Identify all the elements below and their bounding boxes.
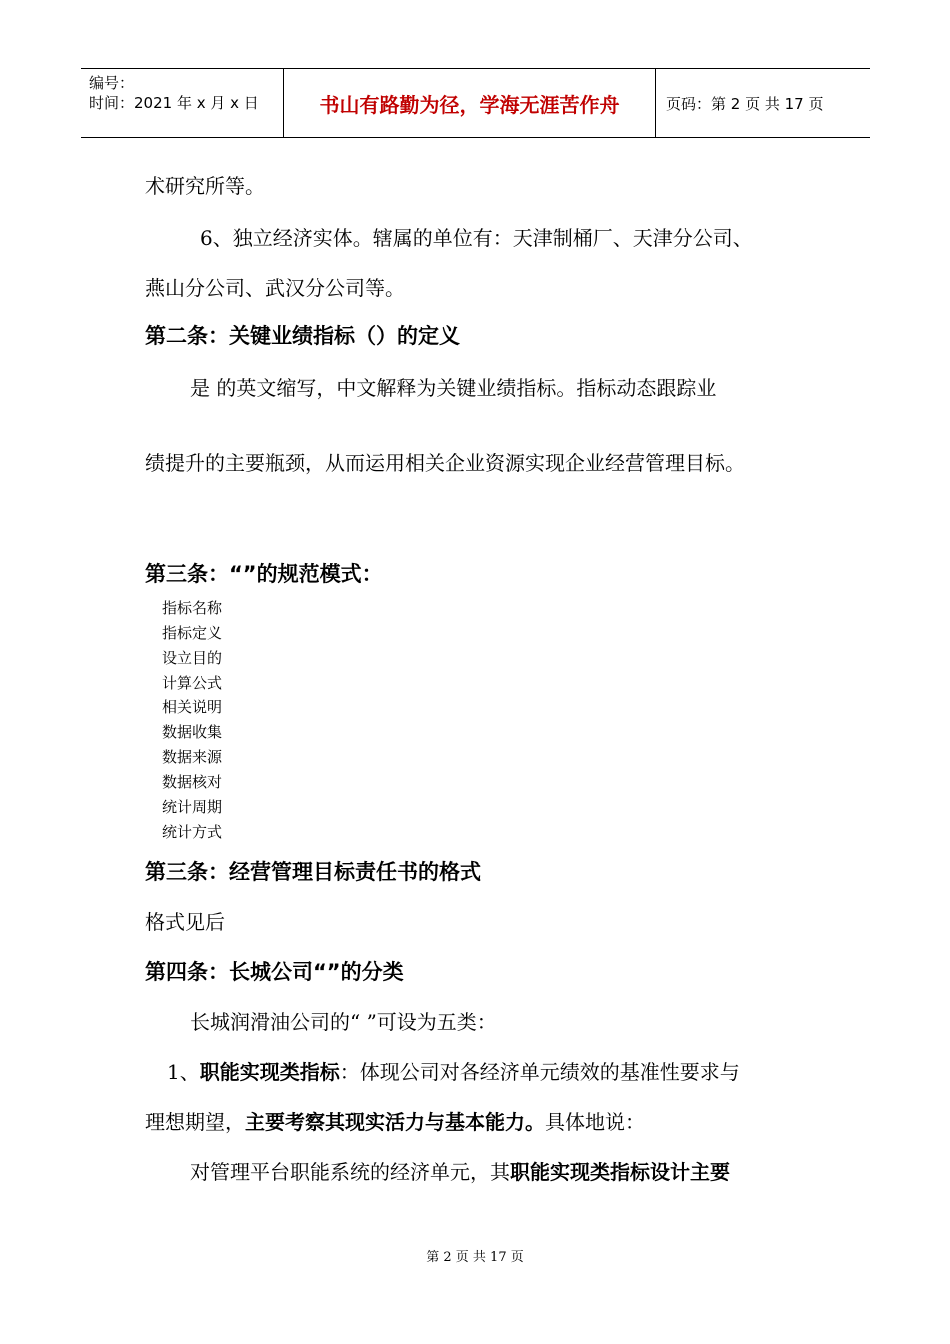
list-item: 数据来源	[162, 748, 223, 766]
item-number: 1、	[167, 1060, 200, 1084]
list-item: 指标名称	[162, 599, 223, 617]
list-item: 设立目的	[162, 649, 223, 667]
document-header	[81, 68, 870, 138]
paragraph	[167, 1056, 740, 1085]
section-heading: 第三条：“”的规范模式：	[145, 562, 383, 586]
list-item: 相关说明	[162, 698, 223, 716]
emphasis-text: 职能实现类指标设计主要	[510, 1160, 730, 1184]
paragraph-text: 对管理平台职能系统的经济单元，其	[190, 1160, 510, 1184]
section-heading: 第二条：关键业绩指标（）的定义	[145, 324, 460, 348]
paragraph-text: 具体地说：	[545, 1110, 645, 1134]
list-item: 统计周期	[162, 798, 223, 816]
header-left-cell	[81, 69, 283, 137]
list-item: 统计方式	[162, 823, 223, 841]
section-heading: 第四条：长城公司“”的分类	[145, 960, 404, 984]
paragraph: 是 的英文缩写，中文解释为关键业绩指标。指标动态跟踪业	[190, 376, 717, 400]
list-item: 数据收集	[162, 723, 223, 741]
paragraph: 术研究所等。	[145, 174, 265, 198]
section-heading: 第三条：经营管理目标责任书的格式	[145, 860, 481, 884]
paragraph: 长城润滑油公司的“ ”可设为五类：	[190, 1010, 497, 1034]
list-item: 数据核对	[162, 773, 223, 791]
paragraph: 绩提升的主要瓶颈，从而运用相关企业资源实现企业经营管理目标。	[145, 451, 745, 475]
header-page-info: 页码：第 2 页 共 17 页	[666, 94, 824, 113]
header-motto: 书山有路勤为径，学海无涯苦作舟	[283, 69, 656, 137]
document-time-label: 时间：2021 年 x 月 x 日	[89, 94, 259, 112]
document-number-label: 编号：	[89, 74, 135, 92]
page-footer: 第 2 页 共 17 页	[426, 1250, 524, 1265]
list-item: 指标定义	[162, 624, 223, 642]
list-item: 计算公式	[162, 674, 223, 692]
emphasis-text: 主要考察其现实活力与基本能力。	[245, 1110, 545, 1134]
paragraph: 燕山分公司、武汉分公司等。	[145, 276, 405, 300]
paragraph	[190, 1156, 730, 1185]
paragraph: 格式见后	[145, 910, 225, 934]
paragraph-text: 理想期望，	[145, 1110, 245, 1134]
paragraph-text: ：体现公司对各经济单元绩效的基准性要求与	[339, 1060, 740, 1084]
paragraph	[145, 1106, 645, 1135]
paragraph: 6、独立经济实体。辖属的单位有：天津制桶厂、天津分公司、	[200, 226, 753, 250]
emphasis-text: 职能实现类指标	[199, 1060, 340, 1084]
